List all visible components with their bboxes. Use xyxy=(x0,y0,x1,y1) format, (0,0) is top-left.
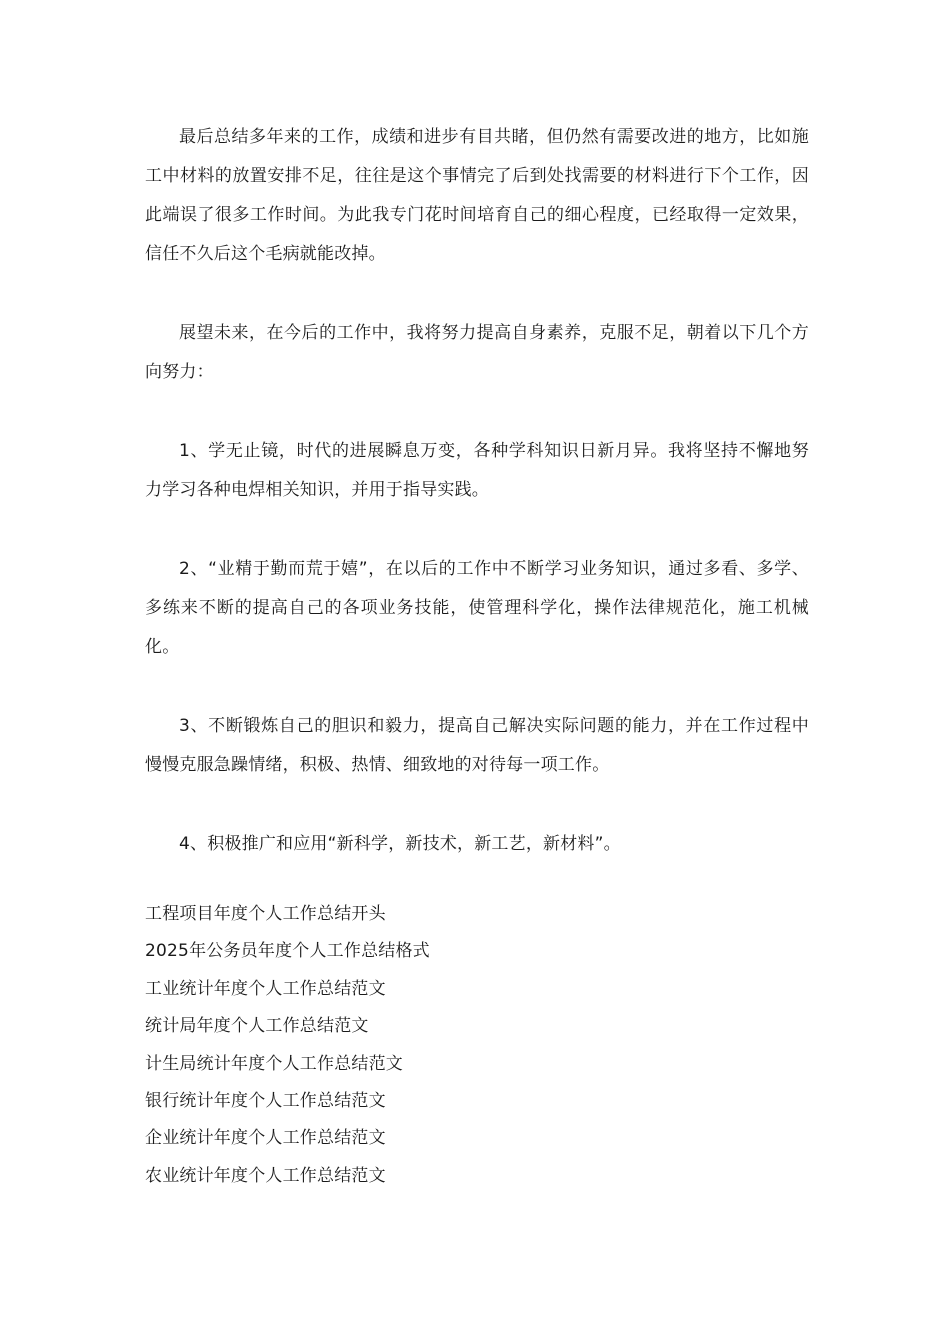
related-link[interactable]: 工程项目年度个人工作总结开头 xyxy=(145,904,386,924)
related-link[interactable]: 2025年公务员年度个人工作总结格式 xyxy=(145,941,430,962)
document-body xyxy=(145,118,809,1195)
related-link[interactable]: 企业统计年度个人工作总结范文 xyxy=(145,1128,386,1149)
related-link[interactable]: 工业统计年度个人工作总结范文 xyxy=(145,978,386,999)
paragraph-outlook: 展望未来，在今后的工作中，我将努力提高自身素养，克服不足，朝着以下几个方向努力： xyxy=(145,323,809,382)
related-link[interactable]: 计生局统计年度个人工作总结范文 xyxy=(145,1053,403,1074)
related-link[interactable]: 统计局年度个人工作总结范文 xyxy=(145,1016,369,1037)
paragraph-point-3: 3、不断锻炼自己的胆识和毅力，提高自己解决实际问题的能力，并在工作过程中慢慢克服急躁情绪，积极、热情、细致地的对待每一项工作。 xyxy=(145,716,809,775)
paragraph-point-4: 4、积极推广和应用“新科学，新技术，新工艺，新材料”。 xyxy=(179,834,621,854)
related-link[interactable]: 银行统计年度个人工作总结范文 xyxy=(145,1091,386,1112)
related-link[interactable]: 农业统计年度个人工作总结范文 xyxy=(145,1165,386,1186)
paragraph-summary: 最后总结多年来的工作，成绩和进步有目共睹，但仍然有需要改进的地方，比如施工中材料的放置安排不足，往往是这个事情完了后到处找需要的材料进行下个工作，因此端误了很多工作时间。为此我专门花时间培育自己的细心程度，已经取得一定效果，信任不久后这个毛病就能改掉。 xyxy=(145,127,809,264)
paragraph-point-1: 1、学无止镜，时代的进展瞬息万变，各种学科知识日新月异。我将坚持不懈地努力学习各种电焊相关知识，并用于指导实践。 xyxy=(145,441,809,500)
paragraph-point-2: 2、“业精于勤而荒于嬉”，在以后的工作中不断学习业务知识，通过多看、多学、多练来不断的提高自己的各项业务技能，使管理科学化，操作法律规范化，施工机械化。 xyxy=(145,559,809,657)
related-links-list xyxy=(145,896,809,1195)
